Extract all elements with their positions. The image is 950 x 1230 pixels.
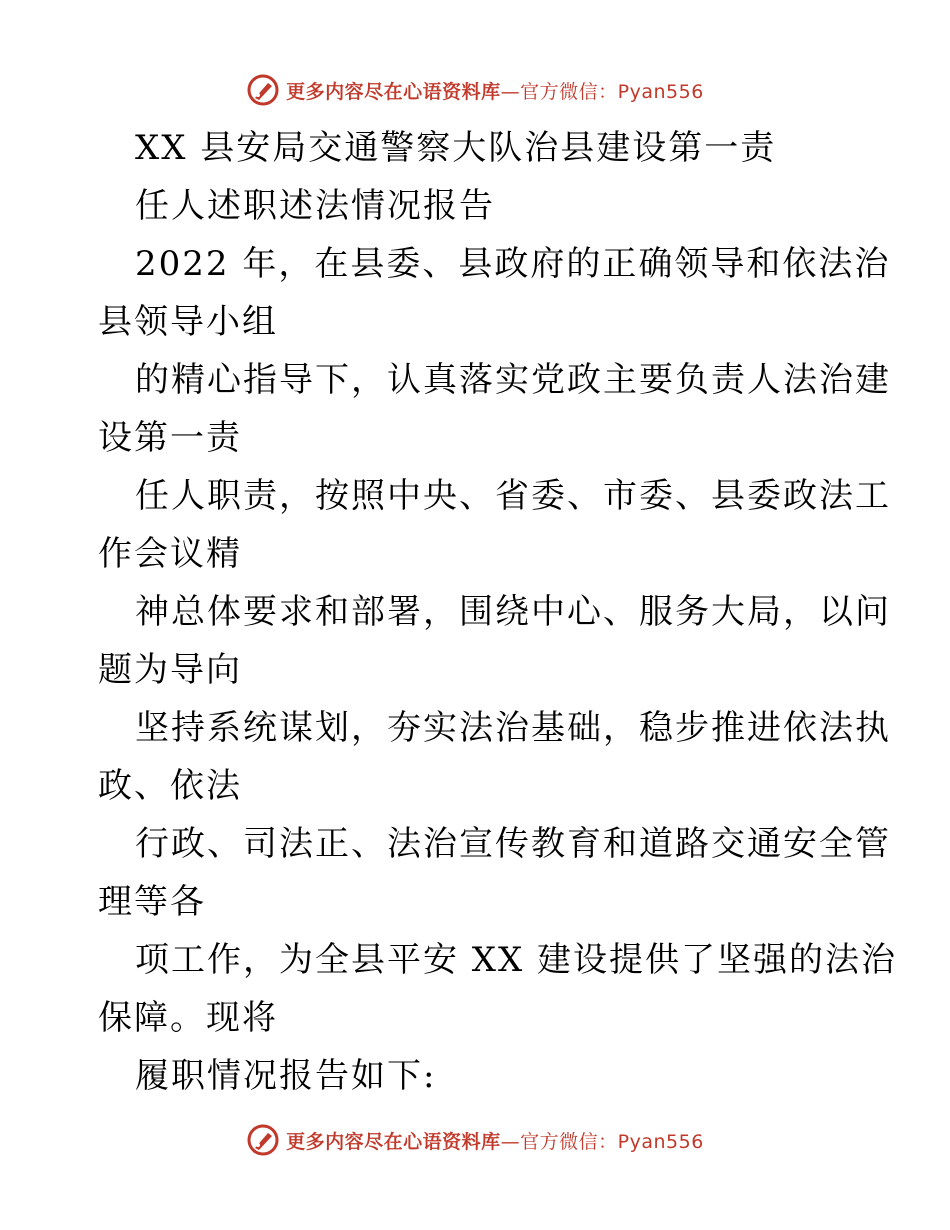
doc-line: 履职情况报告如下: [135, 1056, 437, 1096]
doc-line: 理等各 [98, 882, 206, 922]
doc-line: 政、依法 [98, 766, 242, 806]
footer-watermark [0, 1120, 950, 1160]
watermark-suffix: —官方微信：Pyan556 [500, 80, 704, 103]
doc-line: 神总体要求和部署，围绕中心、服务大局，以问 [135, 592, 891, 632]
watermark-brand: 更多内容尽在心语资料库 [286, 80, 501, 103]
watermark-suffix: —官方微信：Pyan556 [500, 1130, 704, 1153]
doc-line: 项工作，为全县平安 XX 建设提供了坚强的法治 [135, 940, 898, 980]
doc-title-line-2: 任人述职述法情况报告 [135, 186, 495, 226]
doc-line: 题为导向 [98, 650, 242, 690]
watermark-brand: 更多内容尽在心语资料库 [286, 1130, 501, 1153]
doc-line: 行政、司法正、法治宣传教育和道路交通安全管 [135, 824, 891, 864]
doc-title-line-1: XX 县安局交通警察大队治县建设第一责 [135, 128, 777, 168]
doc-line: 2022 年，在县委、县政府的正确领导和依法治 [135, 244, 891, 284]
doc-line: 任人职责，按照中央、省委、市委、县委政法工 [135, 476, 891, 516]
doc-line: 县领导小组 [98, 302, 278, 342]
watermark-text [286, 1127, 704, 1154]
doc-line: 作会议精 [98, 534, 242, 574]
pen-logo-icon [246, 1123, 280, 1157]
doc-line: 设第一责 [98, 418, 242, 458]
doc-line: 坚持系统谋划，夯实法治基础，稳步推进依法执 [135, 708, 891, 748]
doc-line: 保障。现将 [98, 998, 278, 1038]
doc-line: 的精心指导下，认真落实党政主要负责人法治建 [135, 360, 891, 400]
